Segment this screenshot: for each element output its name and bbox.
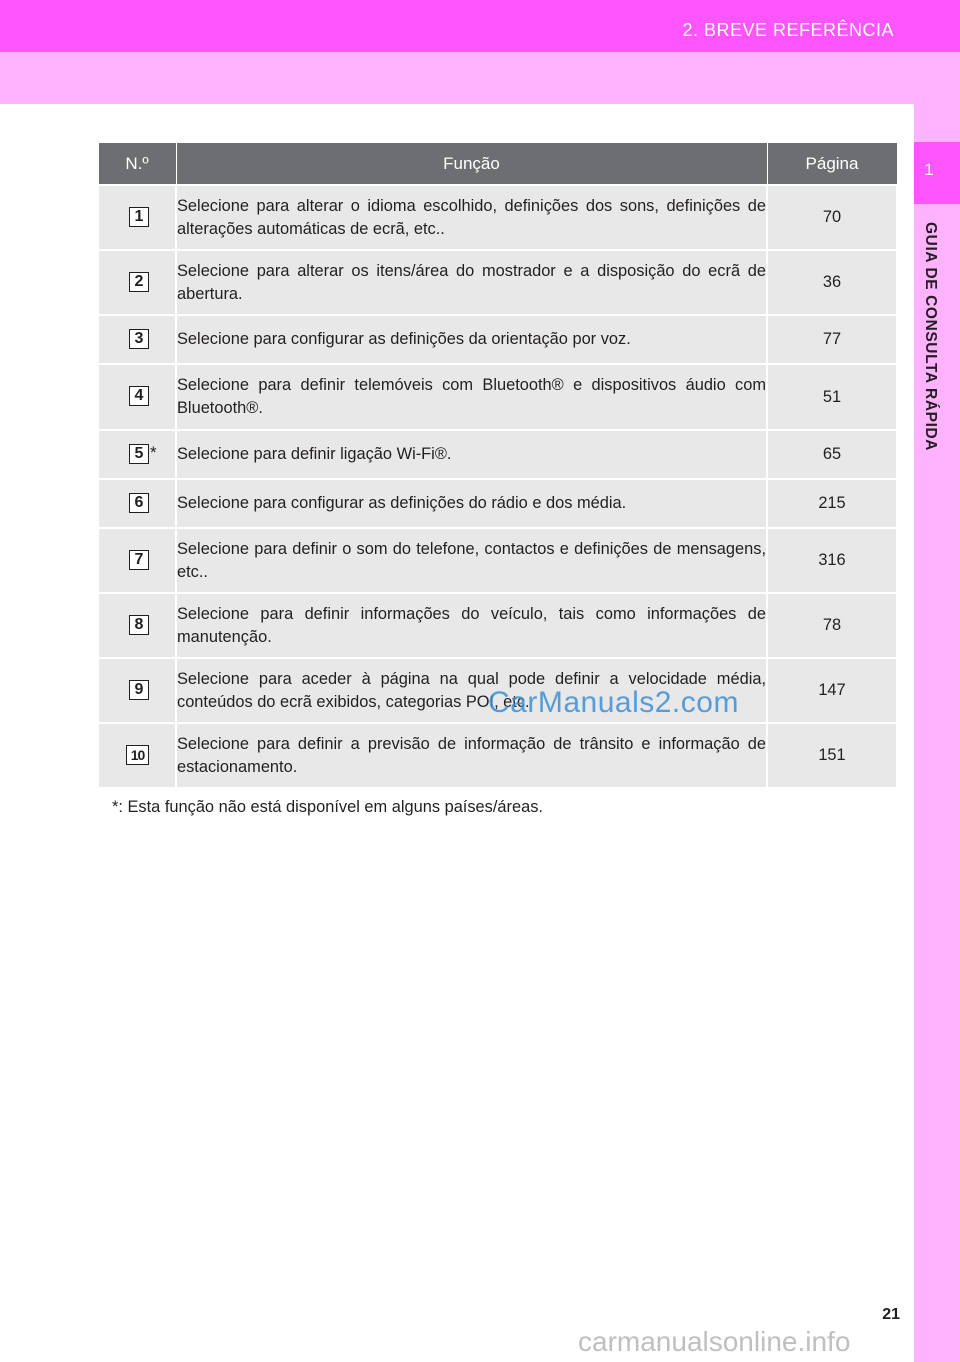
row-number-badge: 2 <box>129 272 149 292</box>
row-number-cell <box>98 593 176 658</box>
row-number-cell <box>98 250 176 315</box>
function-cell: Selecione para definir o som do telefone, contactos e definições de mensagens, etc.. <box>176 528 767 593</box>
row-number-cell <box>98 658 176 723</box>
row-number-cell <box>98 528 176 593</box>
page-cell[interactable]: 147 <box>767 658 897 723</box>
row-number-badge: 6 <box>129 493 149 513</box>
function-cell: Selecione para configurar as definições do rádio e dos média. <box>176 479 767 528</box>
page-cell[interactable]: 316 <box>767 528 897 593</box>
asterisk-mark: * <box>150 442 157 462</box>
row-number-cell <box>98 430 176 479</box>
chapter-tab[interactable] <box>914 142 960 204</box>
row-number-badge: 10 <box>126 745 149 765</box>
table-row <box>98 479 897 528</box>
row-number-badge: 3 <box>129 329 149 349</box>
row-number-cell <box>98 479 176 528</box>
function-cell: Selecione para aceder à página na qual pode definir a velocidade média, conteúdos do ecrã exibidos, categorias POI, etc. <box>176 658 767 723</box>
table-row <box>98 364 897 430</box>
row-number-badge: 7 <box>129 550 149 570</box>
row-number-badge: 1 <box>129 207 149 227</box>
chapter-number: 1 <box>924 160 934 179</box>
chapter-label: GUIA DE CONSULTA RÁPIDA <box>922 222 939 452</box>
function-cell: Selecione para definir a previsão de informação de trânsito e informação de estacionamento. <box>176 723 767 788</box>
header-band-light <box>0 52 960 104</box>
row-number-badge: 5 <box>129 444 149 464</box>
watermark-overlay: CarManuals2.com <box>488 686 739 719</box>
table-row <box>98 593 897 658</box>
section-header: 2. BREVE REFERÊNCIA <box>682 20 894 40</box>
row-number-badge: 9 <box>129 680 149 700</box>
footnote: *: Esta função não está disponível em alguns países/áreas. <box>112 798 543 816</box>
page-number: 21 <box>882 1306 900 1323</box>
function-cell: Selecione para definir ligação Wi-Fi®. <box>176 430 767 479</box>
table-row <box>98 315 897 364</box>
function-cell: Selecione para alterar os itens/área do mostrador e a disposição do ecrã de abertura. <box>176 250 767 315</box>
page-cell[interactable]: 65 <box>767 430 897 479</box>
page-cell[interactable]: 70 <box>767 185 897 250</box>
function-cell: Selecione para configurar as definições da orientação por voz. <box>176 315 767 364</box>
page-cell[interactable]: 36 <box>767 250 897 315</box>
row-number-badge: 8 <box>129 615 149 635</box>
page-cell[interactable]: 151 <box>767 723 897 788</box>
page-cell[interactable]: 51 <box>767 364 897 430</box>
table-row <box>98 723 897 788</box>
column-header-page: Página <box>767 143 897 186</box>
watermark-footer: carmanualsonline.info <box>578 1326 851 1357</box>
page-cell[interactable]: 77 <box>767 315 897 364</box>
function-cell: Selecione para definir telemóveis com Bluetooth® e dispositivos áudio com Bluetooth®. <box>176 364 767 430</box>
table-header-row <box>98 143 897 186</box>
table-row <box>98 185 897 250</box>
column-header-function: Função <box>176 143 767 186</box>
row-number-cell <box>98 315 176 364</box>
row-number-cell <box>98 364 176 430</box>
row-number-badge: 4 <box>129 386 149 406</box>
page-cell[interactable]: 215 <box>767 479 897 528</box>
column-header-number: N.º <box>98 143 176 186</box>
function-cell: Selecione para definir informações do veículo, tais como informações de manutenção. <box>176 593 767 658</box>
table-row <box>98 250 897 315</box>
row-number-cell <box>98 723 176 788</box>
page-cell[interactable]: 78 <box>767 593 897 658</box>
table-row <box>98 430 897 479</box>
function-cell: Selecione para alterar o idioma escolhido, definições dos sons, definições de alterações automáticas de ecrã, etc.. <box>176 185 767 250</box>
table-row <box>98 528 897 593</box>
row-number-cell <box>98 185 176 250</box>
